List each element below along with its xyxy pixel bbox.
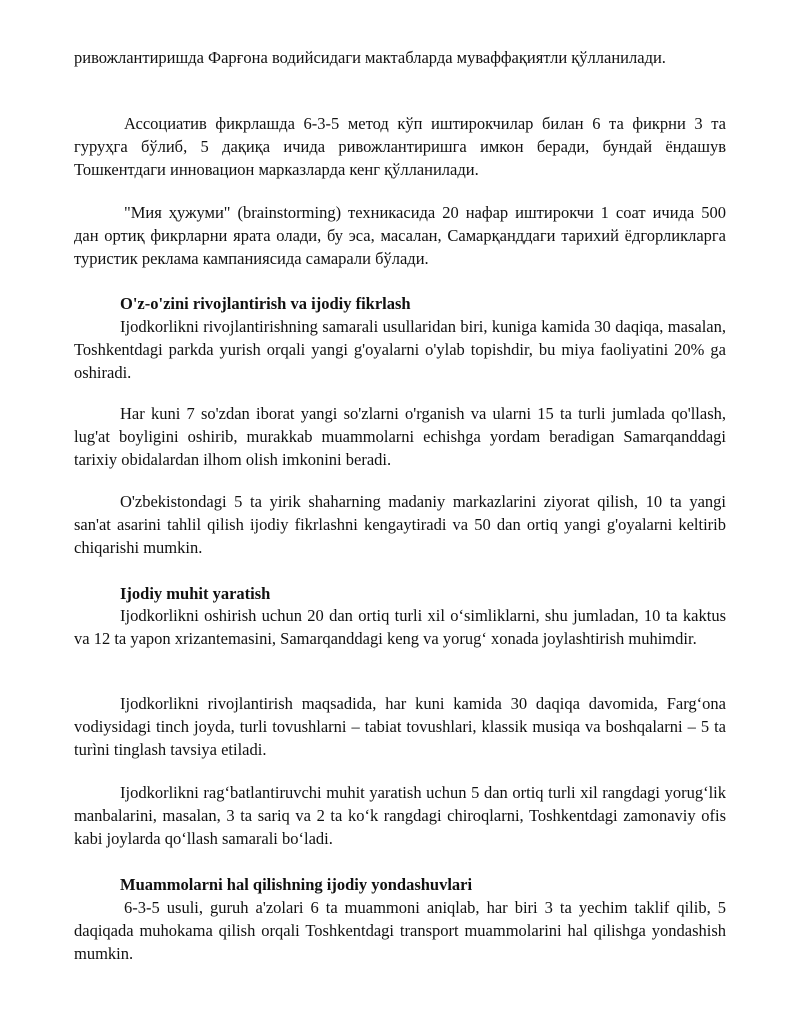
paragraph-cyrillic-3: "Мия ҳужуми" (brainstorming) техникасида 20 нафар иштирокчи 1 соат ичида 500 дан ортиқ фикрларни ярата олади, бу эса, масалан, Самарқанддаги тарихий ёдгорликларга туристик реклама кампаниясида самарали бўлади. — [74, 203, 726, 268]
paragraph-cyrillic-1: ривожлантиришда Фарғона водийсидаги мактабларда муваффақиятли қўлланилади. — [74, 48, 666, 67]
section-heading-self-development: O'z-o'zini rivojlantirish va ijodiy fikrlash — [120, 294, 411, 313]
section-heading-problem-solving: Muammolarni hal qilishning ijodiy yondashuvlari — [120, 875, 473, 894]
paragraph-latin-5: Ijodkorlikni rivojlantirish maqsadida, har kuni kamida 30 daqiqa davomida, Farg‘ona vodiysidagi tinch joyda, turli tovushlarni – tabiat tovushlari, klassik musiqa va boshqalarni – 5 ta turìni tinglash tavsiya etiladi. — [74, 694, 726, 759]
paragraph-latin-1: Ijodkorlikni rivojlantirishning samarali usullaridan biri, kuniga kamida 30 daqiqa, masalan, Toshkentdagi parkda yurish orqali yangi g'oyalarni o'ylab topishdir, bu miya faoliyatini 20% ga oshiradi. — [74, 317, 726, 382]
paragraph-latin-3: O'zbekistondagi 5 ta yirik shaharning madaniy markazlarini ziyorat qilish, 10 ta yangi san'at asarini tahlil qilish ijodiy fikrlashni kengaytiradi va 50 dan ortiq yangi g'oyalarni keltirib chiqarishi mumkin. — [74, 492, 726, 557]
paragraph-latin-6: Ijodkorlikni rag‘batlantiruvchi muhit yaratish uchun 5 dan ortiq turli xil rangdagi yorug‘lik manbalarini, masalan, 3 ta sariq va 2 ta ko‘k rangdagi chiroqlarni, Toshkentdagi zamonaviy ofis kabi joylarda qo‘llash samarali bo‘ladi. — [74, 783, 726, 848]
paragraph-latin-7: 6-3-5 usuli, guruh a'zolari 6 ta muammoni aniqlab, har biri 3 ta yechim taklif qilib, 5 daqiqada muhokama qilish orqali Toshkentdagi transport muammolarini hal qilishga yondashish mumkin. — [74, 898, 726, 963]
section-heading-creative-environment: Ijodiy muhit yaratish — [120, 584, 271, 603]
paragraph-latin-2: Har kuni 7 so'zdan iborat yangi so'zlarni o'rganish va ularni 15 ta turli jumlada qo'llash, lug'at boyligini oshirib, murakkab muammolarni echishga yordam beradigan Samarqanddagi tarixiy obidalardan ilhom olish imkonini beradi. — [74, 404, 726, 469]
paragraph-cyrillic-2: Ассоциатив фикрлашда 6-3-5 метод кўп иштирокчилар билан 6 та фикрни 3 та гуруҳга бўлиб, 5 дақиқа ичида ривожлантиришга имкон беради, бундай ёндашув Тошкентдаги инновацион марказларда кенг қўлланилади. — [74, 114, 726, 179]
paragraph-latin-4: Ijodkorlikni oshirish uchun 20 dan ortiq turli xil o‘simliklarni, shu jumladan, 10 ta kaktus va 12 ta yapon xrizantemasini, Samarqanddagi keng va yorug‘ xonada joylashtirish muhimdir. — [74, 606, 726, 648]
